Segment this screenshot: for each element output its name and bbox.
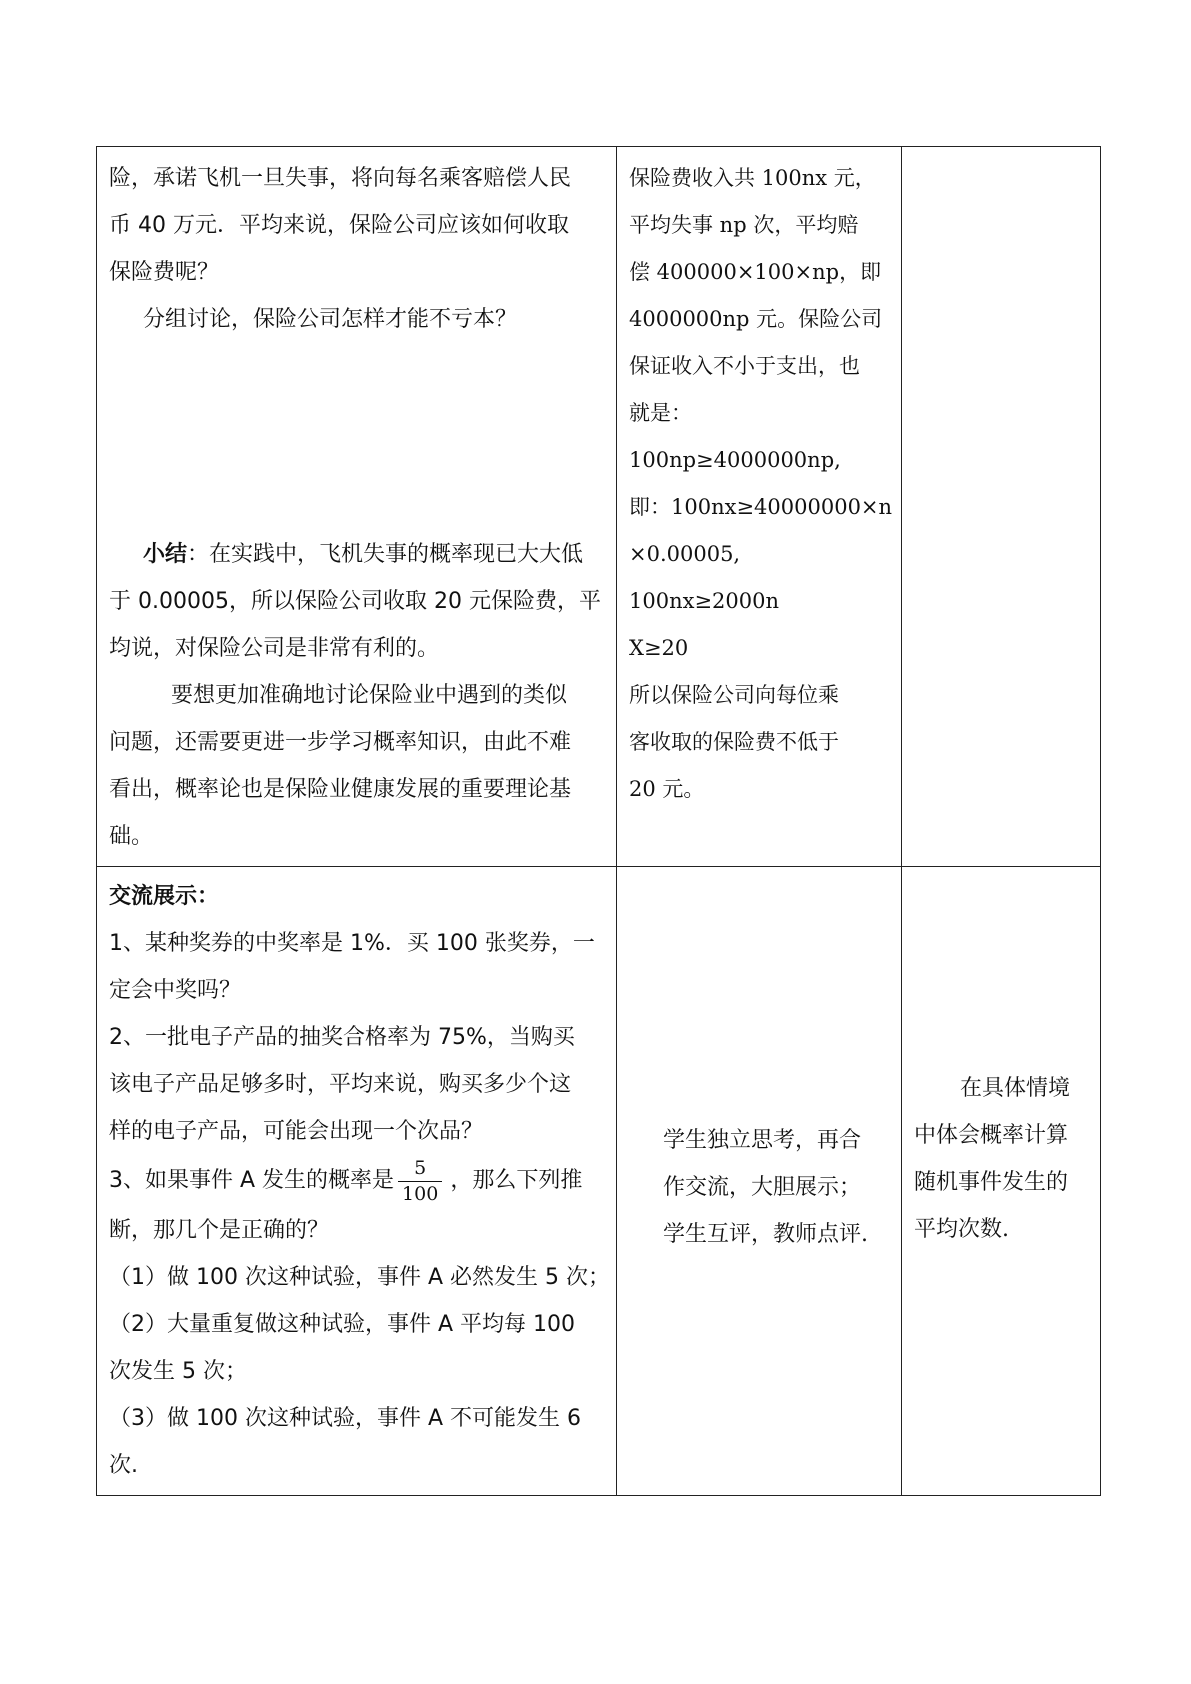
text-line: 币 40 万元．平均来说，保险公司应该如何收取 <box>109 213 569 238</box>
design-intent-cell <box>902 147 1101 867</box>
text-line: 随机事件发生的 <box>914 1170 1069 1195</box>
text-line: （2）大量重复做这种试验，事件 A 平均每 100 <box>109 1312 576 1337</box>
text-line: 100np≥4000000np, <box>629 448 841 472</box>
text-line: 定会中奖吗？ <box>109 978 242 1003</box>
fraction <box>398 1156 442 1205</box>
text-line: 所以保险公司向每位乘 <box>629 683 839 707</box>
spacer <box>109 343 606 531</box>
text-line: 样的电子产品，可能会出现一个次品？ <box>109 1119 484 1144</box>
question-with-fraction <box>109 1155 606 1207</box>
text-line: 保险费收入共 100nx 元， <box>629 166 876 190</box>
text-line: 要想更加准确地讨论保险业中遇到的类似 <box>171 683 568 708</box>
summary-label: 小结 <box>143 542 188 567</box>
design-intent-cell <box>902 867 1101 1496</box>
text-fragment: 3、如果事件 A 发生的概率是 <box>109 1168 395 1193</box>
table-row <box>97 867 1101 1496</box>
text-line: （1）做 100 次这种试验，事件 A 必然发生 5 次； <box>109 1265 610 1290</box>
text-line: 问题，还需要更进一步学习概率知识，由此不难 <box>109 730 572 755</box>
text-line: X≥20 <box>629 636 689 660</box>
fraction-denominator: 100 <box>398 1181 442 1204</box>
text-line: 础。 <box>109 824 154 849</box>
lesson-plan-table <box>96 146 1101 1496</box>
text-line: 保险费呢？ <box>109 260 220 285</box>
text-line: 即：100nx≥40000000×n <box>629 495 893 519</box>
text-line: 均说，对保险公司是非常有利的。 <box>109 636 440 661</box>
text-line: 100nx≥2000n <box>629 589 780 613</box>
student-activity-cell <box>617 867 902 1496</box>
text-line: 学生互评，教师点评. <box>663 1222 868 1247</box>
student-activity-cell <box>617 147 902 867</box>
fraction-numerator: 5 <box>414 1156 427 1179</box>
text-line: 在具体情境 <box>960 1076 1071 1101</box>
text-line: 该电子产品足够多时，平均来说，购买多少个这 <box>109 1072 572 1097</box>
text-line: 中体会概率计算 <box>914 1123 1069 1148</box>
text-line: 看出，概率论也是保险业健康发展的重要理论基 <box>109 777 572 802</box>
text-line: 客收取的保险费不低于 <box>629 730 839 754</box>
text-line: 分组讨论，保险公司怎样才能不亏本？ <box>143 307 518 332</box>
text-line: 断，那几个是正确的？ <box>109 1218 330 1243</box>
text-line: 险，承诺飞机一旦失事，将向每名乘客赔偿人民 <box>109 166 572 191</box>
text-line: 次发生 5 次； <box>109 1359 247 1384</box>
text-line: 次. <box>109 1453 138 1478</box>
summary-text: ：在实践中，飞机失事的概率现已大大低 <box>187 542 584 567</box>
text-fragment: ，那么下列推 <box>450 1168 583 1193</box>
text-line: 平均失事 np 次，平均赔 <box>629 213 859 237</box>
text-line: 于 0.00005，所以保险公司收取 20 元保险费，平 <box>109 589 601 614</box>
text-line: ×0.00005, <box>629 542 741 566</box>
text-line: 保证收入不小于支出，也 <box>629 354 860 378</box>
section-heading: 交流展示： <box>109 884 220 909</box>
text-line: 1、某种奖券的中奖率是 1%．买 100 张奖券，一 <box>109 931 595 956</box>
text-line: 4000000np 元。保险公司 <box>629 307 883 331</box>
teaching-content-cell <box>97 147 617 867</box>
text-line: 作交流，大胆展示； <box>663 1175 862 1200</box>
summary-line <box>109 531 606 578</box>
text-line: 偿 400000×100×np，即 <box>629 260 882 284</box>
text-line: 20 元。 <box>629 777 705 801</box>
text-line: （3）做 100 次这种试验，事件 A 不可能发生 6 <box>109 1406 582 1431</box>
table-row <box>97 147 1101 867</box>
text-line: 平均次数. <box>914 1217 1009 1242</box>
text-line: 就是： <box>629 401 692 425</box>
text-line: 学生独立思考，再合 <box>663 1128 862 1153</box>
teaching-content-cell <box>97 867 617 1496</box>
text-line: 2、一批电子产品的抽奖合格率为 75%，当购买 <box>109 1025 575 1050</box>
